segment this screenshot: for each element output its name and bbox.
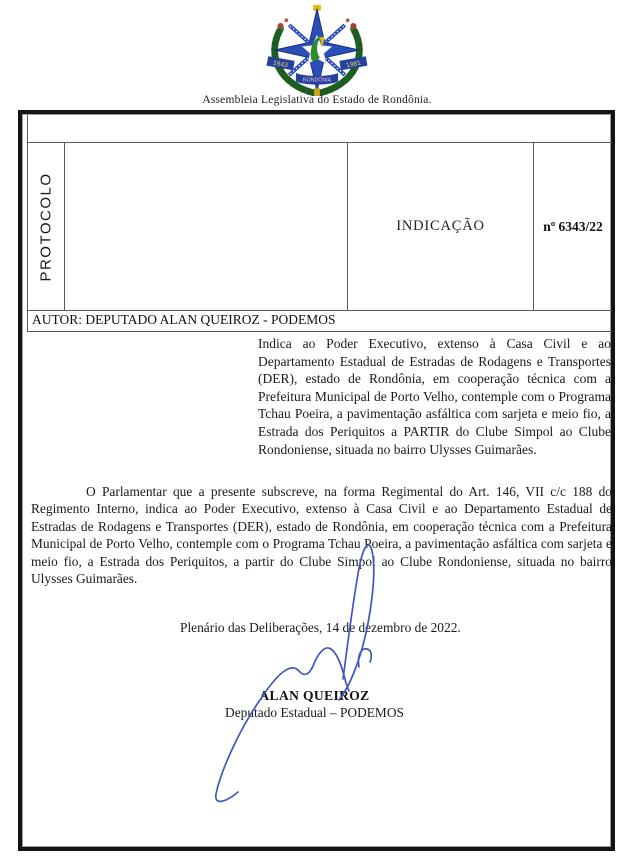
- doc-type-cell: INDICAÇÃO: [348, 143, 534, 310]
- berry-right: [350, 23, 356, 29]
- protocol-blank-cell: [65, 143, 348, 310]
- signatory-role: Deputado Estadual – PODEMOS: [225, 705, 404, 720]
- date-line: Plenário das Deliberações, 14 de dezembro de 2022.: [180, 620, 461, 635]
- ementa-paragraph: Indica ao Poder Executivo, extenso à Casa Civil e ao Departamento Estadual de Estradas de Rodagens e Transportes (DER), estado de Rondônia, em cooperação técnica com a Prefeitura Municipal de Porto Velho, contemple com o Programa Tchau Poeira, a pavimentação asfáltica com sarjeta e meio fio, a Estrada dos Periquitos a PARTIR do Clube Simpol ao Clube Rondoniense, situada no bairro Ulysses Guimarães.: [258, 336, 611, 457]
- signature-block: [22, 688, 607, 721]
- banner-text: RONDÔNIA: [302, 77, 332, 84]
- signatory-name: ALAN QUEIROZ: [259, 688, 370, 703]
- protocol-table: [27, 115, 612, 332]
- crest-container: [0, 4, 634, 96]
- berry-left: [278, 23, 284, 29]
- document-frame: [18, 110, 615, 851]
- author-row: AUTOR: DEPUTADO ALAN QUEIROZ - PODEMOS: [28, 311, 612, 332]
- protocolo-label: PROTOCOLO: [37, 171, 55, 282]
- ribbon-right-date: 1981: [345, 59, 362, 70]
- protocol-main-row: [28, 143, 612, 311]
- protocol-empty-strip: [28, 115, 612, 143]
- protocolo-cell: [28, 143, 65, 310]
- main-paragraph: O Parlamentar que a presente subscreve, na forma Regimental do Art. 146, VII c/c 188 do Regimento Interno, indica ao Poder Executivo, extenso à Casa Civil e ao Departamento Estadual de Estradas de Rodagens e Transportes (DER), estado de Rondônia, em cooperação técnica com a Prefeitura Municipal de Porto Velho, contemple com o Programa Tchau Poeira, a pavimentação asfáltica com sarjeta e meio fio, a Estrada dos Periquitos, a partir do Clube Simpol ao Clube Rondoniense, situada no bairro Ulysses Guimarães.: [31, 484, 612, 587]
- ribbon-left-date: 1943: [272, 59, 289, 70]
- rondonia-coat-of-arms-icon: [255, 4, 379, 96]
- org-name: Assembleia Legislativa do Estado de Rondônia.: [202, 94, 432, 106]
- doc-number-cell: nº 6343/22: [543, 218, 603, 234]
